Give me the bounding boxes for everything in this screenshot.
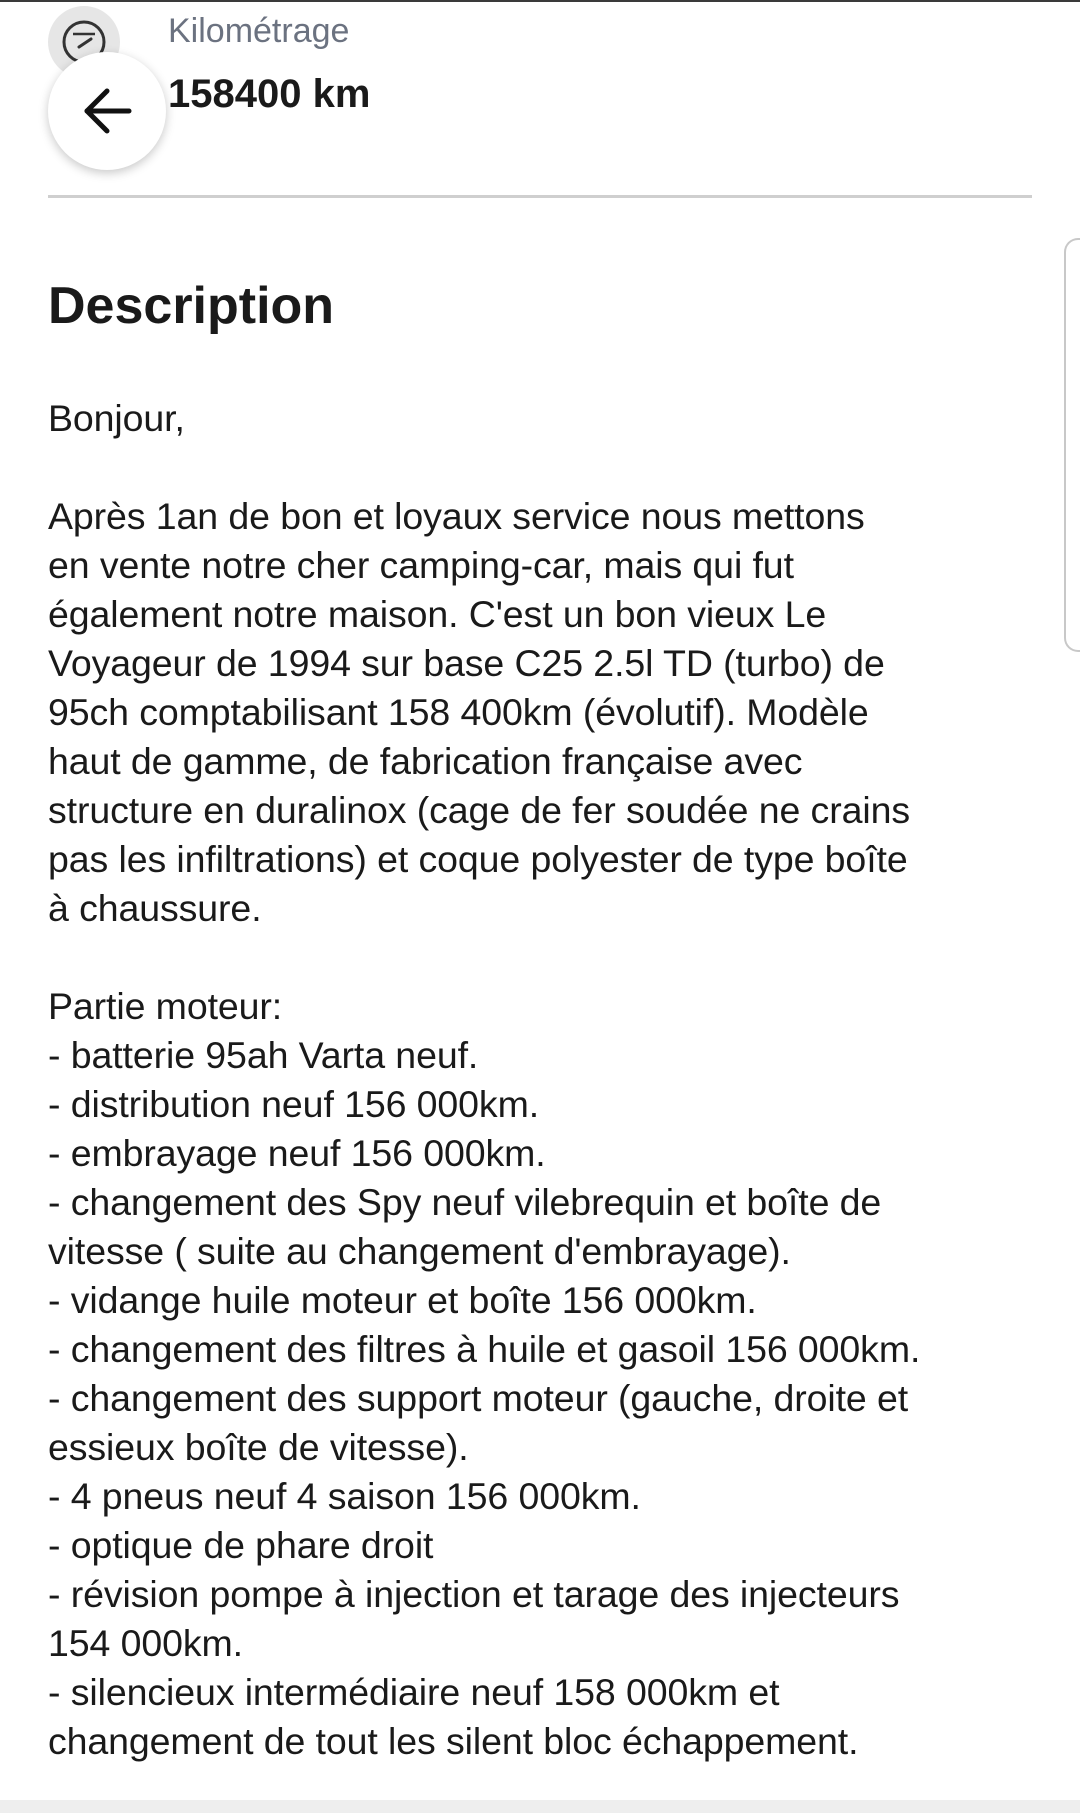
description-text: Bonjour, Après 1an de bon et loyaux service nous mettons en vente notre cher camping-car, mais qui fut également notre maison. C'est un bon vieux Le Voyageur de 1994 sur base C25 2.5l TD (turbo) de 95ch comptabilisant 158 400km (évolutif). Modèle haut de gamme, de fabrication française avec structure en duralinox (cage de fer soudée ne crains pas les infiltrations) et coque polyester de type boîte à chaussure. Partie moteur: - batterie 95ah Varta neuf. - distribution neuf 156 000km. - embrayage neuf 156 000km. - changement des Spy neuf vilebrequin et boîte de vitesse ( suite au changement d'embrayage). - vidange huile moteur et boîte 156 000km. - changement des filtres à huile et gasoil 156 000km. - changement des support moteur (gauche, droite et essieux boîte de vitesse). - 4 pneus neuf 4 saison 156 000km. - optique de phare droit - révision pompe à injection et tarage des injecteurs 154 000km. - silencieux intermédiaire neuf 158 000km et changement de tout les silent bloc échappement. — [48, 397, 921, 1762]
mileage-label: Kilométrage — [168, 12, 350, 50]
top-edge-line — [0, 0, 1080, 2]
side-scroll-handle[interactable] — [1064, 238, 1080, 652]
bottom-bar — [0, 1800, 1080, 1813]
section-divider — [48, 195, 1032, 198]
description-title: Description — [48, 277, 335, 335]
mileage-value: 158400 km — [168, 72, 371, 116]
back-button[interactable] — [48, 52, 166, 170]
arrow-left-icon — [79, 83, 135, 139]
